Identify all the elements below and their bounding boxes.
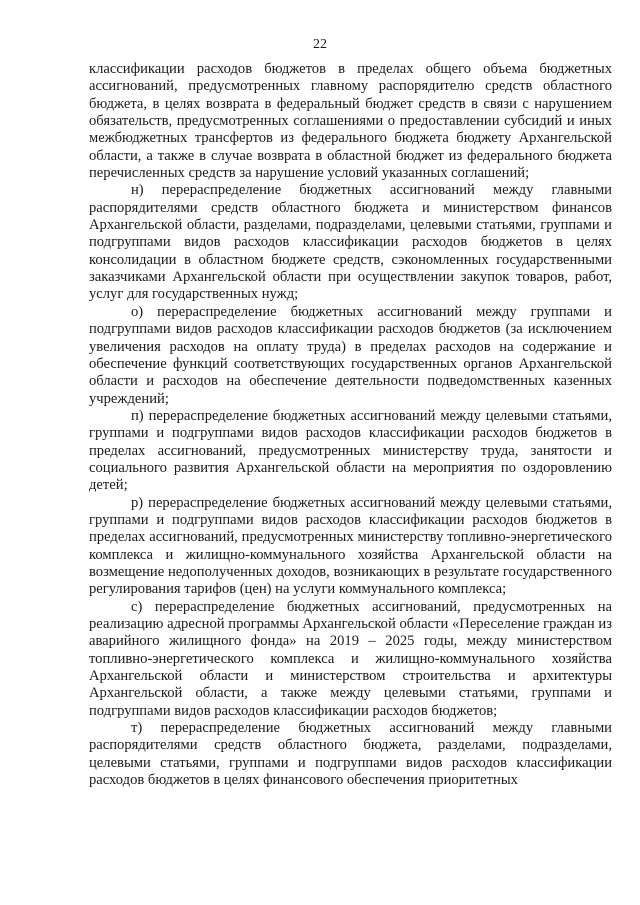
paragraph-continued: классификации расходов бюджетов в пределах общего объема бюджетных ассигнований, предусмотренных главному распорядителю средств областного бюджета, в целях возврата в федеральный бюджет средств в связи с нарушением обязательств, предусмотренных соглашениями о предоставлении субсидий и иных межбюджетных трансфертов из федерального бюджета бюджету Архангельской области, а также в случае возврата в областной бюджет из федерального бюджета перечисленных средств за нарушение условий указанных соглашений; <box>89 61 612 182</box>
paragraph-item-n: н) перераспределение бюджетных ассигнований между главными распорядителями средств областного бюджета и министерством финансов Архангельской области, разделами, подразделами, целевыми статьями, группами и подгруппами видов расходов классификации расходов бюджетов в целях консолидации в областном бюджете средств, сэкономленных государственными заказчиками Архангельской области при осуществлении закупок товаров, работ, услуг для государственных нужд; <box>89 182 612 303</box>
page-number: 22 <box>313 37 327 52</box>
paragraph-item-o: о) перераспределение бюджетных ассигнований между группами и подгруппами видов расходов классификации расходов бюджетов (за исключением увеличения расходов на оплату труда) в пределах расходов на содержание и обеспечение функций соответствующих государственных органов Архангельской области и расходов на обеспечение деятельности подведомственных казенных учреждений; <box>89 303 612 407</box>
paragraph-item-s: с) перераспределение бюджетных ассигнований, предусмотренных на реализацию адресной программы Архангельской области «Переселение граждан из аварийного жилищного фонда» на 2019 – 2025 годы, между министерством топливно-энергетического комплекса и жилищно-коммунального хозяйства Архангельской области и министерством строительства и архитектуры Архангельской области, а также между целевыми статьями, группами и подгруппами видов расходов классификации расходов бюджетов; <box>89 598 612 719</box>
document-body <box>89 61 612 789</box>
paragraph-item-p: п) перераспределение бюджетных ассигнований между целевыми статьями, группами и подгруппами видов расходов классификации расходов бюджетов в пределах ассигнований, предусмотренных министерству труда, занятости и социального развития Архангельской области на мероприятия по оздоровлению детей; <box>89 407 612 494</box>
paragraph-item-t: т) перераспределение бюджетных ассигнований между главными распорядителями средств областного бюджета, разделами, подразделами, целевыми статьями, группами и подгруппами видов расходов классификации расходов бюджетов в целях финансового обеспечения приоритетных <box>89 720 612 789</box>
paragraph-item-r: р) перераспределение бюджетных ассигнований между целевыми статьями, группами и подгруппами видов расходов классификации расходов бюджетов в пределах ассигнований, предусмотренных министерству топливно-энергетического комплекса и жилищно-коммунального хозяйства Архангельской области на возмещение недополученных доходов, возникающих в результате государственного регулирования тарифов (цен) на услуги коммунального комплекса; <box>89 494 612 598</box>
